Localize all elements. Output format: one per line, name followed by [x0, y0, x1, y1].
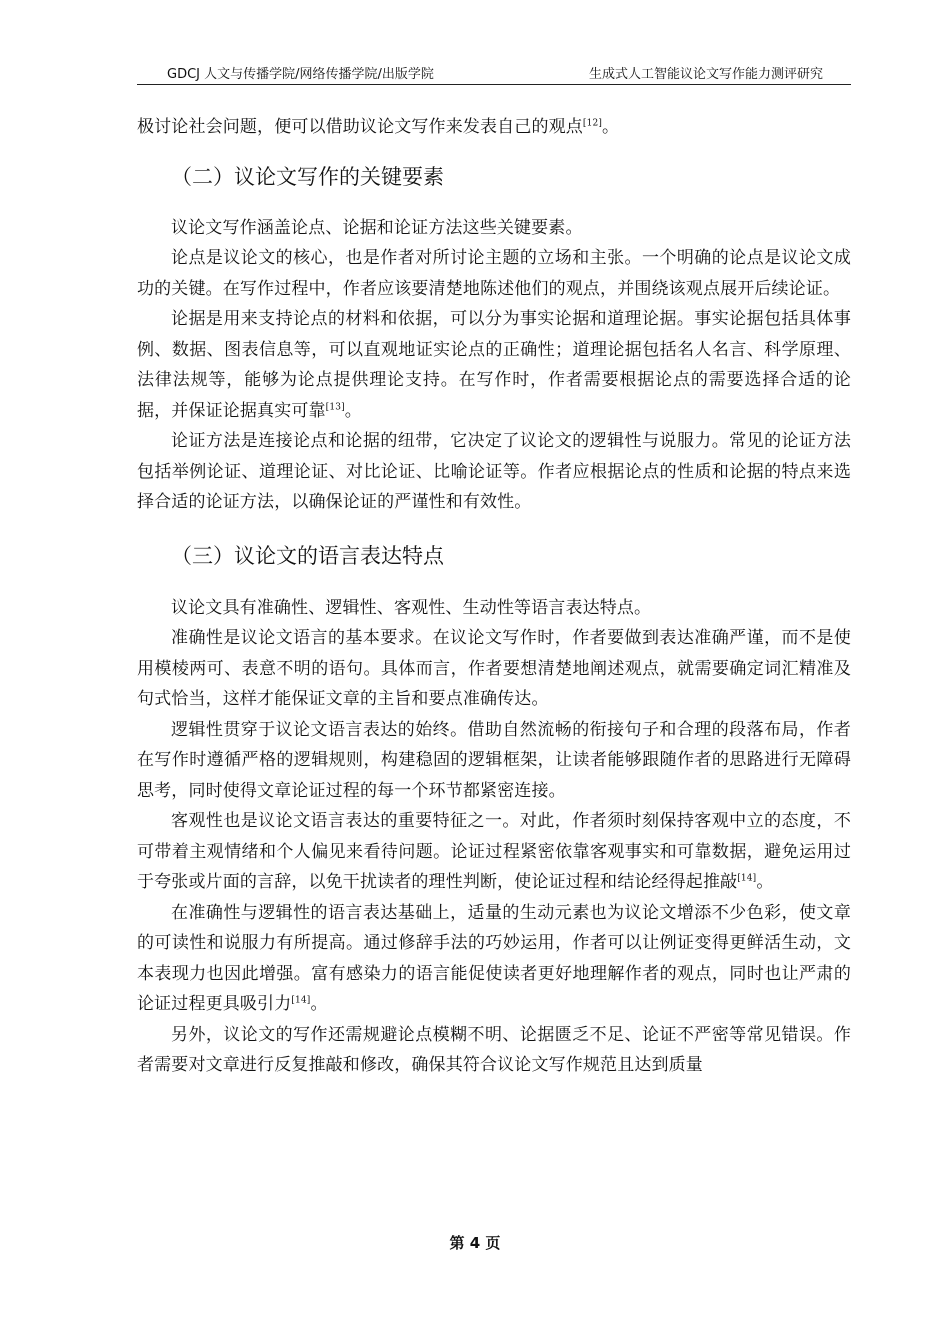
page-body — [137, 112, 851, 1081]
paragraph-tail: 。 — [344, 400, 362, 421]
intro-paragraph — [137, 112, 851, 143]
paragraph-tail: 。 — [756, 872, 774, 892]
page-number: 第 4 页 — [449, 1234, 501, 1252]
citation: [14] — [291, 995, 311, 1006]
paragraph: 论证方法是连接论点和论据的纽带，它决定了议论文的逻辑性与说服力。常见的论证方法包括举例论证、道理论证、对比论证、比喻论证等。作者应根据论点的性质和论据的特点来选择合适的论证方法，以确保论证的严谨性和有效性。 — [137, 431, 851, 512]
page-header — [137, 66, 851, 85]
header-thesis-title: 生成式人工智能议论文写作能力测评研究 — [588, 67, 823, 82]
paragraph — [137, 304, 851, 426]
paragraph: 另外，议论文的写作还需规避论点模糊不明、论据匮乏不足、论证不严密等常见错误。作者需要对文章进行反复推敲和修改，确保其符合议论文写作规范且达到质量 — [137, 1024, 851, 1075]
paragraph-text: 客观性也是议论文语言表达的重要特征之一。对此，作者须时刻保持客观中立的态度，不可带着主观情绪和个人偏见来看待问题。论证过程紧密依靠客观事实和可靠数据，避免运用过于夸张或片面的言辞，以免干扰读者的理性判断，使论证过程和结论经得起推敲 — [137, 811, 851, 892]
citation: [12] — [582, 118, 602, 129]
section-heading-2: （二）议论文写作的关键要素 — [171, 164, 444, 189]
paragraph-text: 在准确性与逻辑性的语言表达基础上，适量的生动元素也为议论文增添不少色彩，使文章的可读性和说服力有所提高。通过修辞手法的巧妙运用，作者可以让例证变得更鲜活生动，文本表现力也因此增强。富有感染力的语言能促使读者更好地理解作者的观点，同时也让严肃的论证过程更具吸引力 — [137, 902, 851, 1014]
section-heading-3: （三）议论文的语言表达特点 — [171, 543, 444, 568]
citation: [14] — [737, 873, 757, 884]
citation: [13] — [325, 401, 345, 412]
paragraph: 准确性是议论文语言的基本要求。在议论文写作时，作者要做到表达准确严谨，而不是使用模棱两可、表意不明的语句。具体而言，作者要想清楚地阐述观点，就需要确定词汇精准及句式恰当，这样才能保证文章的主旨和要点准确传达。 — [137, 628, 851, 709]
paragraph: 逻辑性贯穿于议论文语言表达的始终。借助自然流畅的衔接句子和合理的段落布局，作者在写作时遵循严格的逻辑规则，构建稳固的逻辑框架，让读者能够跟随作者的思路进行无障碍思考，同时使得文章论证过程的每一个环节都紧密连接。 — [137, 719, 851, 801]
header-institution: GDCJ 人文与传播学院/网络传播学院/出版学院 — [167, 67, 434, 82]
intro-tail: 。 — [601, 117, 620, 137]
paragraph — [137, 898, 851, 1020]
intro-text: 极讨论社会问题，便可以借助议论文写作来发表自己的观点 — [137, 117, 583, 137]
paragraph-text: 论据是用来支持论点的材料和依据，可以分为事实论据和道理论据。事实论据包括具体事例、数据、图表信息等，可以直观地证实论点的正确性；道理论据包括名人名言、科学原理、法律法规等，能够为论点提供理论支持。在写作时，作者需要根据论点的需要选择合适的论据，并保证论据真实可靠 — [137, 309, 851, 421]
paragraph: 议论文具有准确性、逻辑性、客观性、生动性等语言表达特点。 — [171, 597, 652, 618]
paragraph: 论点是议论文的核心，也是作者对所讨论主题的立场和主张。一个明确的论点是议论文成功的关键。在写作过程中，作者应该要清楚地陈述他们的观点，并围绕该观点展开后续论证。 — [137, 248, 851, 299]
paragraph — [137, 806, 851, 898]
paragraph: 议论文写作涵盖论点、论据和论证方法这些关键要素。 — [171, 217, 583, 238]
paragraph-tail: 。 — [310, 994, 328, 1014]
